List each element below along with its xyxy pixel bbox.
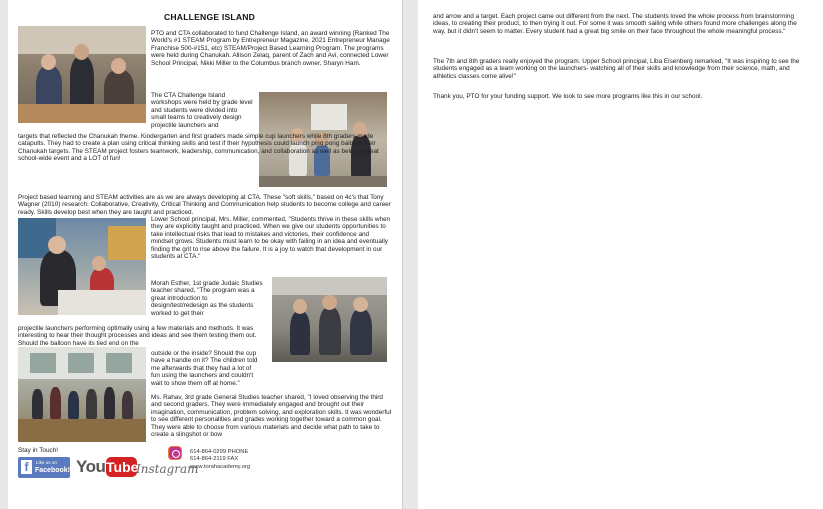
- facebook-line-2: Facebook!: [35, 467, 71, 474]
- newsletter-page-1: [8, 0, 403, 509]
- website-link[interactable]: www.torahacademy.org: [190, 463, 251, 470]
- facebook-line-1: Like us on: [36, 460, 57, 465]
- photo-teacher-with-students: [18, 218, 146, 315]
- stay-in-touch-label: Stay in Touch!: [18, 447, 59, 454]
- phone-number: 614-864-0299 PHONE: [190, 449, 249, 455]
- article-title: CHALLENGE ISLAND: [164, 12, 256, 22]
- photo-students-at-table: [18, 26, 146, 123]
- principal-quote-paragraph: Lower School principal, Mrs. Miller, commented, "Students thrive in these skills when they are explicitly taught and practiced. When we give our students opportunities to take intellectual risks that lead to mistakes and victories, their confidence and mindset grows. Students must learn to be okay with failing in an idea and eventually finding the grit to rise above the failure. It is a joy to watch that development in our students at CTA.": [151, 216, 391, 261]
- youtube-you-text: You: [76, 457, 106, 476]
- newsletter-page-2: [418, 0, 823, 509]
- upper-school-paragraph: The 7th and 8th graders really enjoyed the program. Upper School principal, Liba Eisenberg remarked, "It was inspiring to see the students engaged as a team working on the launchers- watching all of their skills and knowledge from their science, math, and athletics classes come alive!": [433, 58, 800, 80]
- judaic-teacher-quote-end: outside or the inside? Should the cup have a handle on it? The children told me afterwards that they had a lot of fun using the launchers and couldn't wait to show them off at home.": [151, 350, 258, 387]
- youtube-tube-text: Tube: [106, 459, 139, 475]
- workshop-paragraph-end: targets that reflected the Chanukah theme. Kindergarten and first graders made simple cup launchers while 8th graders made catapults. They had to create a plan using critical thinking skills and test if their hypothesis could launch ping pong balls at their Chanukah targets. The STEAM project fosters teamwork, leadership, communication, and collaboration as well as being a great school-wide event and a LOT of fun!: [18, 133, 379, 163]
- judaic-teacher-quote-start: Morah Esther, 1st grade Judaic Studies teacher shared, "The program was a great introduction to design/test/redesign as the students worked to get their: [151, 280, 263, 317]
- general-studies-quote-continued: and arrow and a target. Each project came out different from the next. The students loved the whole process from brainstorming ideas, to creating their product, to then trying it out. For some it was smooth sailing while others found more challenges along the way, but it didn't seem to matter. Every student had a great big smile on their face throughout the whole meaningful process.": [433, 13, 797, 35]
- instagram-icon[interactable]: [168, 446, 182, 460]
- thank-you-paragraph: Thank you, PTO for your funding support. We look to see more programs like this in our school.: [433, 93, 703, 100]
- intro-paragraph: PTO and CTA collaborated to fund Challenge Island, an award winning (Ranked The World's #1 STEAM Program by Entrepreneur Magazine, 2021 Entrepreneur Manage Franchise 500-#151, etc) STEAM/Project Based Learning Program. The programs were held during Chanukah. Allison Zelaq, parent of Zach and Avi, connected Lower School Principal, Nikki Miller to the Columbus branch owner, Sharyn Ham.: [151, 30, 390, 67]
- photo-students-holding-launchers: [272, 277, 387, 362]
- photo-students-in-gym: [18, 347, 146, 442]
- workshop-paragraph-start: The CTA Challenge Island workshops were held by grade level and students were divided into small teams to creatively design projectile launchers and: [151, 92, 253, 129]
- facebook-badge[interactable]: [18, 457, 70, 478]
- soft-skills-paragraph: Project based learning and STEAM activities are as we are always developing at CTA. These "soft skills," based on 4c's that Tony Wagner (2010) research: Collaborative, Creativity, Critical Thinking and Communication help students to become college and career ready. Skills develop best when they are taught and practiced.: [18, 194, 391, 216]
- contact-info: [190, 449, 250, 471]
- instagram-wordmark[interactable]: Instagram: [136, 462, 199, 476]
- facebook-icon: f: [21, 460, 32, 474]
- general-studies-quote-paragraph: Ms. Rahav, 3rd grade General Studies teacher shared, "I loved observing the third and second graders. They were immediately engaged and brought out their imagination, communication, problem solving, and exploration skills. It was wonderful to see different personalities and grades working together toward a common goal. They were able to choose from various materials and decide what path to take to create a slingshot or bow: [151, 394, 392, 439]
- judaic-teacher-quote-middle: projectile launchers performing optimally using a few materials and methods. It was interesting to hear their thought processes and ideas and see them testing them out. Should the balloon have its tied end on the: [18, 325, 257, 347]
- fax-number: 614-864-2119 FAX: [190, 456, 239, 463]
